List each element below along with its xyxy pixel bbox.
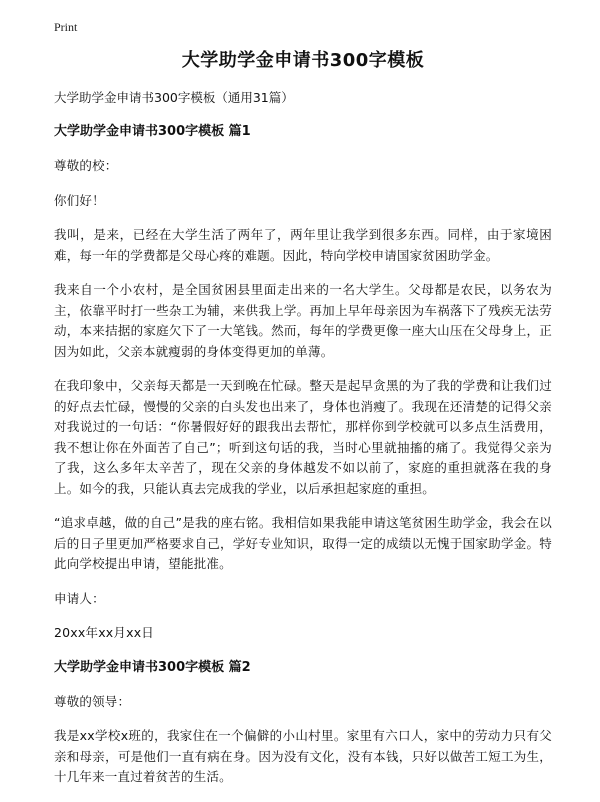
body-paragraph: “追求卓越，做的自己”是我的座右铭。我相信如果我能申请这笔贫困生助学金，我会在以后的日子里更加严格要求自己，学好专业知识，取得一定的成绩以无愧于国家助学金。特此向学校提出申请，望能批准。 [54, 515, 552, 571]
date-line: 20xx年xx月xx日 [54, 625, 154, 640]
document-subtitle: 大学助学金申请书300字模板（通用31篇） [54, 90, 294, 105]
page-title: 大学助学金申请书300字模板 [181, 50, 425, 71]
section-heading-1: 大学助学金申请书300字模板 篇1 [54, 124, 251, 139]
section-heading-2: 大学助学金申请书300字模板 篇2 [54, 659, 251, 675]
body-paragraph: 我叫，是来，已经在大学生活了两年了，两年里让我学到很多东西。同样，由于家境困难，每一年的学费都是父母心疼的难题。因此，特向学校申请国家贫困助学金。 [54, 227, 552, 263]
body-paragraph: 我来自一个小农村，是全国贫困县里面走出来的一名大学生。父母都是农民，以务农为主，依靠平时打一些杂工为辅，来供我上学。再加上早年母亲因为车祸落下了残疾无法劳动，本来拮据的家庭欠下了一大笔钱。然而，每年的学费更像一座大山压在父母身上，正因为如此，父亲本就瘦弱的身体变得更加的单薄。 [54, 282, 552, 359]
salutation: 尊敬的领导： [54, 693, 131, 709]
body-paragraph: 在我印象中，父亲每天都是一天到晚在忙碌。整天是起早贪黑的为了我的学费和让我们过的好点去忙碌，慢慢的父亲的白头发也出来了，身体也消瘦了。我现在还清楚的记得父亲对我说过的一句话：“你暑假好好的跟我出去帮忙，那样你到学校就可以多点生活费用，我不想让你在外面苦了自己”；听到这句话的我，当时心里就抽搐的痛了。我觉得父亲为了我，这么多年太辛苦了，现在父亲的身体越发不如以前了，家庭的重担就落在我的身上。如今的我，只能认真去完成我的学业，以后承担起家庭的重担。 [54, 378, 552, 496]
print-link[interactable]: Print [54, 20, 78, 34]
document-body [54, 48, 552, 802]
applicant-label: 申请人： [54, 590, 105, 606]
salutation: 尊敬的校： [54, 158, 118, 173]
body-paragraph: 我是xx学校x班的，我家住在一个偏僻的小山村里。家里有六口人，家中的劳动力只有父亲和母亲，可是他们一直有病在身。因为没有文化，没有本钱，只好以做苦工短工为生，十几年来一直过着贫苦的生活。 [54, 728, 552, 784]
greeting: 你们好！ [54, 192, 105, 208]
